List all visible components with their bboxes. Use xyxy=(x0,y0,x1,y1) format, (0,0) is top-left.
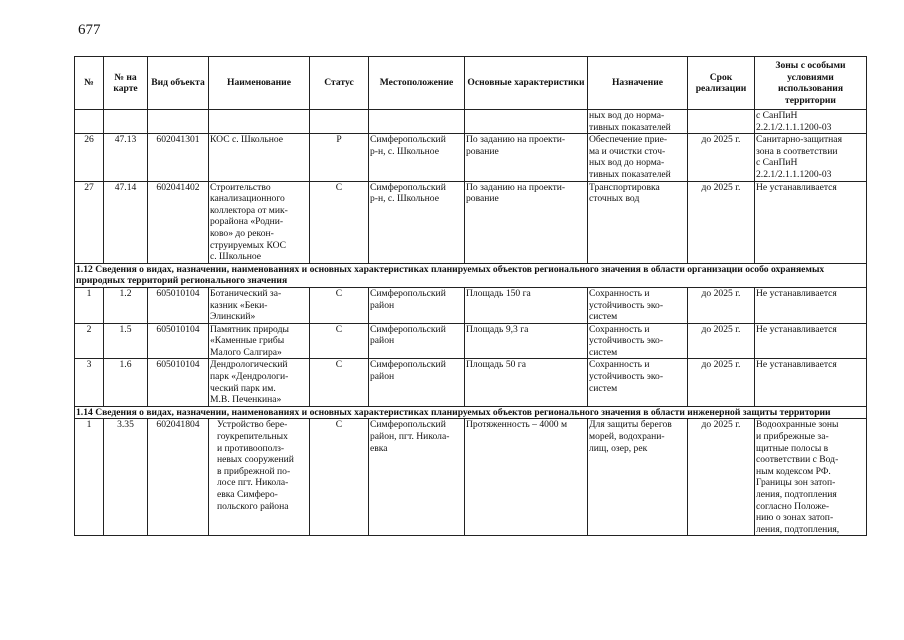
cell-term: до 2025 г. xyxy=(688,134,755,181)
cell-num: 2 xyxy=(75,323,104,359)
header-term: Срок реализации xyxy=(688,57,755,110)
cell-num: 26 xyxy=(75,134,104,181)
cell-name: КОС с. Школьное xyxy=(209,134,310,181)
cell-num: 1 xyxy=(75,419,104,536)
cell-object-type: 602041301 xyxy=(148,134,209,181)
cell-status: С xyxy=(310,287,369,323)
cell-map-no: 47.13 xyxy=(104,134,148,181)
cell-location: Симферопольский р-н, с. Школьное xyxy=(369,134,465,181)
header-status: Статус xyxy=(310,57,369,110)
cell-purpose: Транспортировка сточных вод xyxy=(588,181,688,263)
cell-map-no: 1.5 xyxy=(104,323,148,359)
cell-location: Симферопольский р-н, с. Школьное xyxy=(369,181,465,263)
header-location: Местоположение xyxy=(369,57,465,110)
table-header-row xyxy=(75,57,867,110)
cell-name: Памятник природы «Каменные грибы Малого Салгира» xyxy=(209,323,310,359)
cell-map-no: 1.2 xyxy=(104,287,148,323)
cell-status: С xyxy=(310,419,369,536)
cell-purpose: Обеспечение прие- ма и очистки сточ- ных вод до норма- тивных показателей xyxy=(588,134,688,181)
cell-zones: с СанПиН 2.2.1/2.1.1.1200-03 xyxy=(755,110,867,134)
cell-zones: Санитарно-защитная зона в соответствии с СанПиН 2.2.1/2.1.1.1200-03 xyxy=(755,134,867,181)
cell-name: Устройство бере- гоукрепительных и противоополз- невых сооружений в прибрежной по- лосе пгт. Никола- евка Симферо- польского района xyxy=(209,419,310,536)
cell-location: Симферопольский район xyxy=(369,287,465,323)
cell-purpose: Сохранность и устойчивость эко- систем xyxy=(588,359,688,406)
cell-name: Строительство канализационного коллектора от мик- рорайона «Родни- ково» до рекон- струируемых КОС с. Школьное xyxy=(209,181,310,263)
cell-term: до 2025 г. xyxy=(688,323,755,359)
table-row xyxy=(75,134,867,181)
cell-purpose: Сохранность и устойчивость эко- систем xyxy=(588,287,688,323)
header-object-type: Вид объекта xyxy=(148,57,209,110)
continuation-row xyxy=(75,110,867,134)
section-heading-row xyxy=(75,263,867,287)
cell-characteristics: По заданию на проекти- рование xyxy=(465,134,588,181)
cell-map-no: 1.6 xyxy=(104,359,148,406)
cell-purpose: ных вод до норма- тивных показателей xyxy=(588,110,688,134)
table-row xyxy=(75,359,867,406)
cell-term: до 2025 г. xyxy=(688,287,755,323)
cell-zones: Не устанавливается xyxy=(755,323,867,359)
cell-location: Симферопольский район xyxy=(369,359,465,406)
cell-zones: Не устанавливается xyxy=(755,181,867,263)
cell-num: 3 xyxy=(75,359,104,406)
cell-characteristics: Площадь 9,3 га xyxy=(465,323,588,359)
section-heading: 1.14 Сведения о видах, назначении, наименованиях и основных характеристиках планируемых объектов регионального значения в области инженерной защиты территории xyxy=(75,406,867,419)
header-characteristics: Основные характеристики xyxy=(465,57,588,110)
cell-name: Ботанический за- казник «Беки- Элинский» xyxy=(209,287,310,323)
cell-zones: Не устанавливается xyxy=(755,359,867,406)
cell-characteristics: По заданию на проекти- рование xyxy=(465,181,588,263)
table-row xyxy=(75,287,867,323)
page-number: 677 xyxy=(78,22,101,38)
cell-object-type: 602041804 xyxy=(148,419,209,536)
cell-object-type: 605010104 xyxy=(148,287,209,323)
cell-characteristics: Площадь 150 га xyxy=(465,287,588,323)
cell-map-no: 47.14 xyxy=(104,181,148,263)
cell-num: 27 xyxy=(75,181,104,263)
cell-term: до 2025 г. xyxy=(688,419,755,536)
cell-purpose: Для защиты берегов морей, водохрани- лищ, озер, рек xyxy=(588,419,688,536)
cell-zones: Не устанавливается xyxy=(755,287,867,323)
table-row xyxy=(75,181,867,263)
cell-location: Симферопольский район, пгт. Никола- евка xyxy=(369,419,465,536)
cell-characteristics: Протяженность – 4000 м xyxy=(465,419,588,536)
cell-characteristics: Площадь 50 га xyxy=(465,359,588,406)
table-row xyxy=(75,419,867,536)
cell-map-no: 3.35 xyxy=(104,419,148,536)
cell-zones: Водоохранные зоны и прибрежные за- щитные полосы в соответствии с Вод- ным кодексом РФ. Границы зон затоп- ления, подтопления согласно Положе- нию о зонах затоп- ления, подтопления, xyxy=(755,419,867,536)
cell-object-type: 602041402 xyxy=(148,181,209,263)
header-num: № xyxy=(75,57,104,110)
cell-object-type: 605010104 xyxy=(148,359,209,406)
cell-location: Симферопольский район xyxy=(369,323,465,359)
cell-term: до 2025 г. xyxy=(688,181,755,263)
planning-table xyxy=(74,56,867,536)
cell-status: С xyxy=(310,359,369,406)
section-heading-row xyxy=(75,406,867,419)
header-map-no: № на карте xyxy=(104,57,148,110)
cell-object-type: 605010104 xyxy=(148,323,209,359)
cell-status: С xyxy=(310,323,369,359)
header-name: Наименование xyxy=(209,57,310,110)
cell-status: С xyxy=(310,181,369,263)
cell-name: Дендрологический парк «Дендрологи- ческий парк им. М.В. Печенкина» xyxy=(209,359,310,406)
table-row xyxy=(75,323,867,359)
section-heading: 1.12 Сведения о видах, назначении, наименованиях и основных характеристиках планируемых объектов регионального значения в области организации особо охраняемых природных территорий регионального значения xyxy=(75,263,867,287)
header-purpose: Назначение xyxy=(588,57,688,110)
header-zones: Зоны с особыми условиями использования территории xyxy=(755,57,867,110)
cell-purpose: Сохранность и устойчивость эко- систем xyxy=(588,323,688,359)
cell-num: 1 xyxy=(75,287,104,323)
cell-term: до 2025 г. xyxy=(688,359,755,406)
cell-status: Р xyxy=(310,134,369,181)
